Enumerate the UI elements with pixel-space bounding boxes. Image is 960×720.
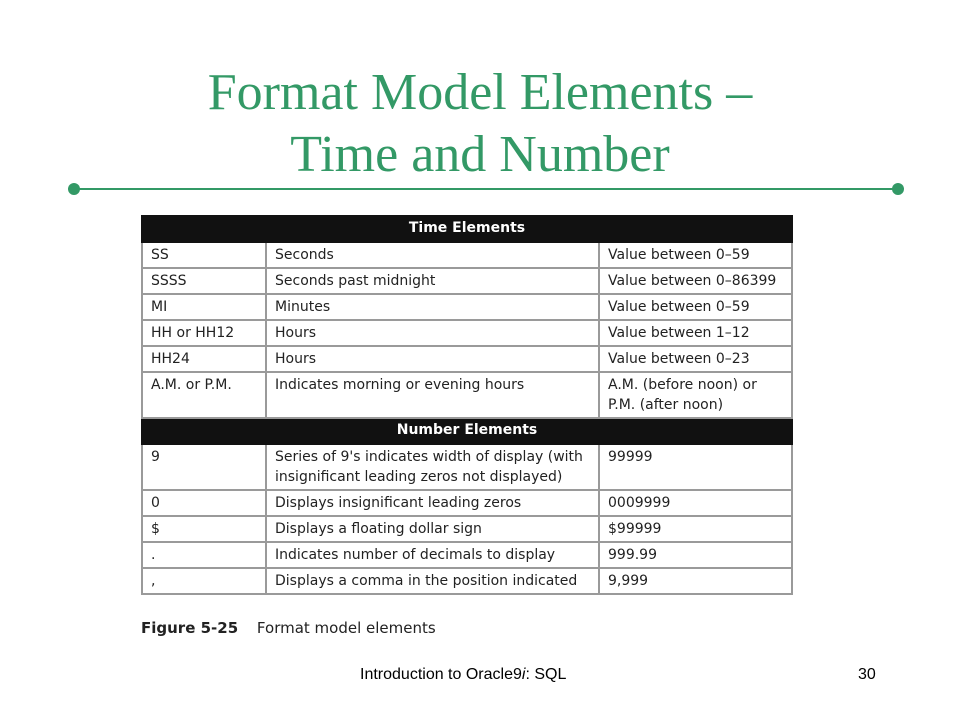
description-cell: Minutes bbox=[266, 294, 599, 320]
example-cell: 9,999 bbox=[599, 568, 792, 594]
table-row bbox=[142, 568, 792, 594]
description-cell: Displays a comma in the position indicated bbox=[266, 568, 599, 594]
description-cell: Displays insignificant leading zeros bbox=[266, 490, 599, 516]
footer-title-italic: i bbox=[521, 666, 526, 683]
example-cell: Value between 1–12 bbox=[599, 320, 792, 346]
table-row bbox=[142, 490, 792, 516]
page-number: 30 bbox=[858, 666, 876, 683]
element-cell: 0 bbox=[142, 490, 266, 516]
table-row bbox=[142, 268, 792, 294]
element-cell: MI bbox=[142, 294, 266, 320]
section-header-row bbox=[142, 418, 792, 444]
figure-caption-text: Format model elements bbox=[256, 619, 436, 637]
time-section-heading: Time Elements bbox=[142, 216, 792, 242]
table-row bbox=[142, 444, 792, 490]
example-cell: Value between 0–59 bbox=[599, 242, 792, 268]
number-section-heading: Number Elements bbox=[142, 418, 792, 444]
element-cell: SS bbox=[142, 242, 266, 268]
footer-title-prefix: Introduction to Oracle9 bbox=[360, 666, 522, 683]
slide-title bbox=[60, 62, 900, 186]
figure-caption bbox=[141, 619, 436, 637]
example-cell: Value between 0–59 bbox=[599, 294, 792, 320]
description-cell: Displays a floating dollar sign bbox=[266, 516, 599, 542]
format-model-table-body bbox=[142, 216, 792, 594]
description-cell: Hours bbox=[266, 346, 599, 372]
example-cell: 99999 bbox=[599, 444, 792, 490]
footer-course-title bbox=[360, 666, 566, 684]
element-cell: SSSS bbox=[142, 268, 266, 294]
element-cell: HH or HH12 bbox=[142, 320, 266, 346]
title-line-2: Time and Number bbox=[290, 126, 670, 183]
example-cell: A.M. (before noon) or P.M. (after noon) bbox=[599, 372, 792, 418]
description-cell: Series of 9's indicates width of display (with insignificant leading zeros not displayed) bbox=[266, 444, 599, 490]
table-row bbox=[142, 346, 792, 372]
element-cell: HH24 bbox=[142, 346, 266, 372]
table-row bbox=[142, 320, 792, 346]
description-cell: Seconds bbox=[266, 242, 599, 268]
title-line-1: Format Model Elements – bbox=[207, 64, 753, 121]
divider-left-dot bbox=[68, 183, 80, 195]
example-cell: 0009999 bbox=[599, 490, 792, 516]
table-row bbox=[142, 542, 792, 568]
example-cell: $99999 bbox=[599, 516, 792, 542]
table-row bbox=[142, 242, 792, 268]
table-row bbox=[142, 516, 792, 542]
section-header-row bbox=[142, 216, 792, 242]
element-cell: $ bbox=[142, 516, 266, 542]
example-cell: Value between 0–86399 bbox=[599, 268, 792, 294]
element-cell: 9 bbox=[142, 444, 266, 490]
divider-right-dot bbox=[892, 183, 904, 195]
figure-label: Figure 5-25 bbox=[141, 619, 239, 637]
table-row bbox=[142, 372, 792, 418]
element-cell: , bbox=[142, 568, 266, 594]
description-cell: Indicates number of decimals to display bbox=[266, 542, 599, 568]
format-model-table bbox=[141, 215, 793, 595]
description-cell: Seconds past midnight bbox=[266, 268, 599, 294]
table-row bbox=[142, 294, 792, 320]
footer-title-suffix: : SQL bbox=[525, 666, 567, 683]
element-cell: A.M. or P.M. bbox=[142, 372, 266, 418]
example-cell: 999.99 bbox=[599, 542, 792, 568]
title-divider bbox=[74, 188, 898, 190]
description-cell: Hours bbox=[266, 320, 599, 346]
element-cell: . bbox=[142, 542, 266, 568]
example-cell: Value between 0–23 bbox=[599, 346, 792, 372]
description-cell: Indicates morning or evening hours bbox=[266, 372, 599, 418]
